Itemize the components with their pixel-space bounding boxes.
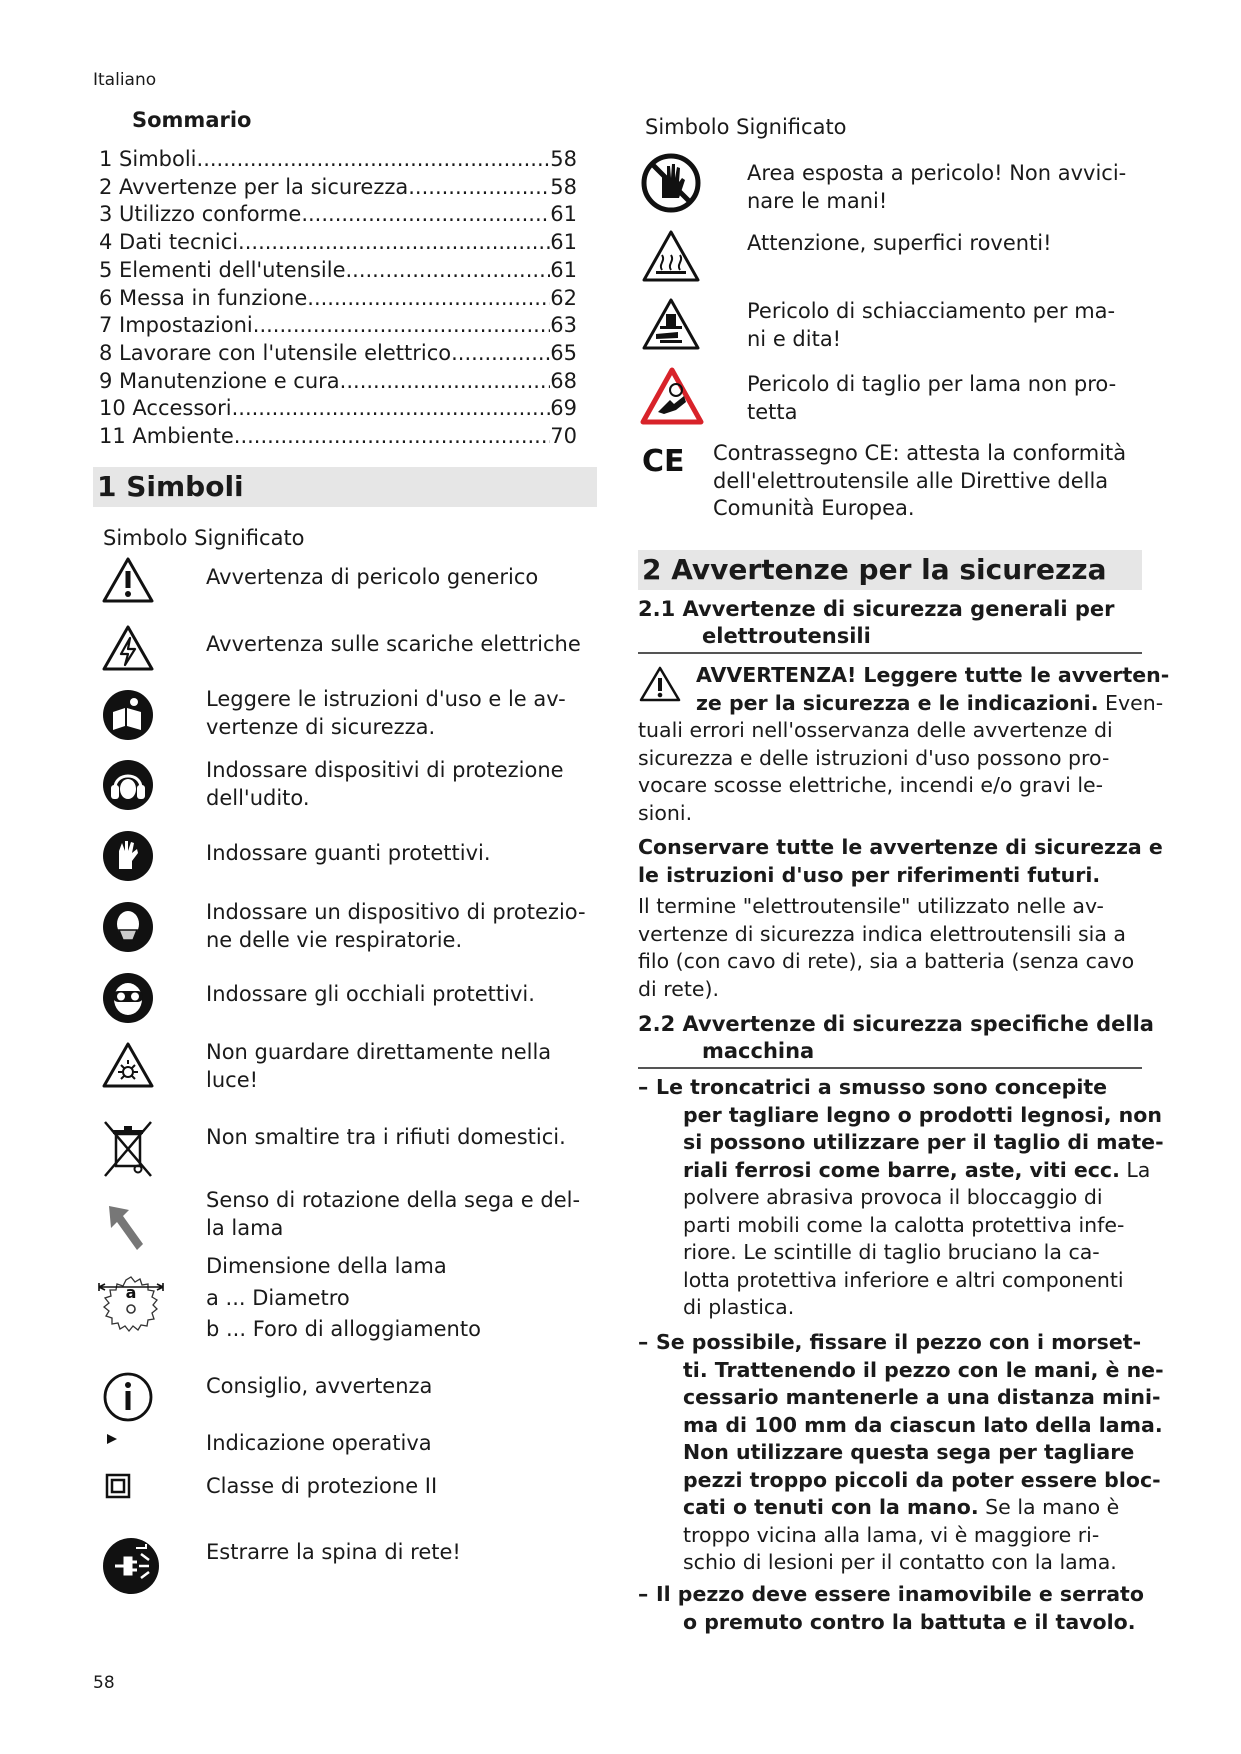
toc-entry-page: 70	[550, 424, 577, 449]
symbol-meaning: Indossare gli occhiali protettivi.	[206, 982, 535, 1006]
subsection-2-2-heading: 2.2 Avvertenze di sicurezza specifiche della macchina	[638, 1012, 1154, 1063]
blade-cut-icon	[640, 366, 698, 424]
symbol-meaning: Senso di rotazione della sega e del- la lama	[206, 1188, 581, 1240]
protection-class-ii-icon	[101, 1467, 159, 1525]
blade-dimension-icon	[95, 1271, 153, 1329]
toc-entry-page: 62	[550, 285, 577, 310]
bullet-1-mixed-line: riali ferrosi come barre, aste, viti ecc. La	[683, 1157, 1151, 1182]
symbol-meaning: Non guardare direttamente nella luce!	[206, 1040, 552, 1092]
toc-leader-dots	[340, 368, 551, 396]
toc-entry-label: 5 Elementi dell'utensile	[99, 257, 346, 282]
toc-entry-label: 4 Dati tecnici	[99, 230, 239, 255]
goggles-icon	[101, 971, 159, 1029]
warning-triangle-icon	[638, 665, 682, 703]
toc-entry-page: 58	[550, 174, 577, 199]
toc-entry-page: 65	[550, 340, 577, 365]
symbol-meaning: Indossare un dispositivo di protezio- ne delle vie respiratorie.	[206, 900, 586, 952]
toc-leader-dots	[232, 395, 551, 423]
symbol-meaning: Pericolo di taglio per lama non pro- tetta	[747, 372, 1117, 424]
bullet-1-first-line: Le troncatrici a smusso sono concepite	[656, 1075, 1108, 1099]
gloves-icon	[101, 829, 159, 887]
divider	[638, 1067, 1142, 1069]
symbol-meaning: Area esposta a pericolo! Non avvici- nare le mani!	[747, 161, 1127, 213]
warning-triangle-icon	[101, 555, 159, 613]
bullet-marker: –	[638, 1330, 649, 1354]
toc-entry[interactable]	[99, 174, 577, 202]
toc-leader-dots	[253, 312, 551, 340]
page-number: 58	[93, 1673, 115, 1693]
toc-entry-label: 3 Utilizzo conforme	[99, 202, 302, 227]
rotation-arrow-icon	[101, 1200, 159, 1258]
symbol-meaning: Contrassegno CE: attesta la conformità dell'elettroutensile alle Direttive della Comunità Europea.	[713, 441, 1127, 520]
bullet-3-body: o premuto contro la battuta e il tavolo.	[683, 1609, 1136, 1634]
toc-entry-page: 68	[550, 368, 577, 393]
toc-entry-page: 69	[550, 396, 577, 421]
symbol-meaning: Avvertenza sulle scariche elettriche	[206, 632, 581, 656]
toc-leader-dots	[301, 201, 550, 229]
toc-entry[interactable]	[99, 423, 577, 451]
toc-leader-dots	[451, 340, 550, 368]
symbol-meaning: Classe di protezione II	[206, 1474, 438, 1498]
toc-title: Sommario	[132, 108, 252, 132]
toc-entry[interactable]	[99, 340, 577, 368]
bullet-marker: –	[638, 1075, 649, 1099]
toc-entry[interactable]	[99, 257, 577, 285]
toc-entry-page: 61	[550, 202, 577, 227]
toc-entry-label: 11 Ambiente	[99, 424, 234, 449]
electric-warning-icon	[101, 623, 159, 681]
toc-entry-label: 9 Manutenzione e cura	[99, 368, 340, 393]
divider	[638, 652, 1142, 654]
toc-leader-dots	[197, 146, 551, 174]
toc-entry-page: 61	[550, 257, 577, 282]
warning-line-2: ze per la sicurezza e le indicazioni. Even-	[696, 690, 1164, 715]
bullet-1-body: polvere abrasiva provoca il bloccaggio di parti mobili come la calotta protettiva infe- riore. Le scintille di taglio bruciano la ca- lotta protettiva inferiore e altri componenti di plastica.	[683, 1185, 1125, 1319]
symbol-meaning: Indossare dispositivi di protezione dell'udito.	[206, 758, 564, 810]
toc-entry-page: 61	[550, 230, 577, 255]
no-hands-icon	[640, 152, 698, 210]
toc-entry[interactable]	[99, 201, 577, 229]
toc-leader-dots	[234, 423, 550, 451]
respirator-icon	[101, 900, 159, 958]
symbol-meaning: Attenzione, superfici roventi!	[747, 231, 1052, 255]
bullet-2-body: troppo vicina alla lama, vi è maggiore ri- schio di lesioni per il contatto con la lama.	[683, 1522, 1117, 1574]
toc-entry[interactable]	[99, 285, 577, 313]
symbol-meaning: Leggere le istruzioni d'uso e le av- vertenze di sicurezza.	[206, 687, 566, 739]
bullet-2-bold-text: ti. Trattenendo il pezzo con le mani, è ne- cessario mantenerle a una distanza mini- ma di 100 mm da ciascun lato della lama. Non utilizzare questa sega per tagliare pezzi troppo piccoli da poter essere bloc-	[683, 1357, 1164, 1492]
hot-surface-icon	[640, 228, 698, 286]
symbol-meaning: Pericolo di schiacciamento per ma- ni e dita!	[747, 299, 1116, 351]
symbol-table-header-right: Simbolo Significato	[645, 115, 847, 139]
crossed-bin-icon	[101, 1120, 159, 1178]
symbol-meaning: Indossare guanti protettivi.	[206, 841, 491, 865]
toc-entry-label: 8 Lavorare con l'utensile elettrico	[99, 340, 452, 365]
warning-line-1: AVVERTENZA! Leggere tutte le avverten-	[696, 663, 1170, 687]
table-of-contents	[99, 146, 577, 451]
bullet-2-first-line: Se possibile, fissare il pezzo con i morset-	[656, 1330, 1142, 1354]
symbol-meaning: Non smaltire tra i rifiuti domestici.	[206, 1125, 566, 1149]
symbol-meaning: Dimensione della lama a ... Diametro b ... Foro di alloggiamento	[206, 1254, 481, 1341]
symbol-meaning: Estrarre la spina di rete!	[206, 1540, 461, 1564]
ce-mark-icon	[640, 440, 698, 498]
svg-text:a: a	[125, 1283, 137, 1302]
read-manual-icon	[101, 688, 159, 746]
ear-protection-icon	[101, 758, 159, 816]
toc-leader-dots	[408, 174, 550, 202]
toc-entry[interactable]	[99, 368, 577, 396]
keep-instructions-note: Conservare tutte le avvertenze di sicurezza e le istruzioni d'uso per riferimenti futuri.	[638, 835, 1163, 887]
bullet-marker: –	[638, 1582, 649, 1606]
bullet-3-first-line: Il pezzo deve essere inamovibile e serrato	[656, 1582, 1144, 1606]
toc-entry-page: 58	[550, 147, 577, 171]
subsection-2-1-heading: 2.1 Avvertenze di sicurezza generali per elettroutensili	[638, 597, 1115, 648]
toc-entry[interactable]	[99, 312, 577, 340]
toc-entry-label: 2 Avvertenze per la sicurezza	[99, 174, 409, 199]
unplug-icon	[101, 1536, 159, 1594]
info-icon	[101, 1370, 159, 1428]
toc-entry-page: 63	[550, 313, 577, 338]
toc-entry[interactable]	[99, 229, 577, 257]
svg-text:CE: CE	[642, 444, 685, 479]
term-definition-paragraph: Il termine "elettroutensile" utilizzato nelle av- vertenze di sicurezza indica elettroutensili sia a filo (con cavo di rete), sia a batteria (senza cavo di rete).	[638, 894, 1135, 1001]
warning-body: tuali errori nell'osservanza delle avvertenze di sicurezza e delle istruzioni d'uso possono pro- vocare scosse elettriche, incendi e/o gravi le- sioni.	[638, 718, 1113, 825]
toc-leader-dots	[307, 285, 550, 313]
language-label: Italiano	[93, 70, 157, 90]
section-1-heading: 1 Simboli	[93, 467, 597, 507]
bullet-1-bold-text: per tagliare legno o prodotti legnosi, non si possono utilizzare per il taglio di mate-	[683, 1102, 1164, 1154]
toc-entry-label: 10 Accessori	[99, 396, 232, 421]
toc-entry-label: 7 Impostazioni	[99, 313, 253, 338]
toc-leader-dots	[345, 257, 550, 285]
section-2-heading: 2 Avvertenze per la sicurezza	[638, 550, 1142, 590]
toc-entry[interactable]	[99, 146, 577, 174]
laser-warning-icon	[101, 1040, 159, 1098]
crush-hazard-icon	[640, 296, 698, 354]
symbol-meaning: Indicazione operativa	[206, 1431, 432, 1455]
symbol-meaning: Consiglio, avvertenza	[206, 1374, 433, 1398]
bullet-2-mixed-line: cati o tenuti con la mano. Se la mano è	[683, 1495, 1120, 1519]
symbol-table-header: Simbolo Significato	[103, 526, 305, 550]
toc-entry-label: 6 Messa in funzione	[99, 285, 308, 310]
symbol-meaning: Avvertenza di pericolo generico	[206, 565, 539, 589]
toc-entry[interactable]	[99, 395, 577, 423]
toc-entry-label: 1 Simboli	[99, 147, 197, 171]
toc-leader-dots	[238, 229, 550, 257]
